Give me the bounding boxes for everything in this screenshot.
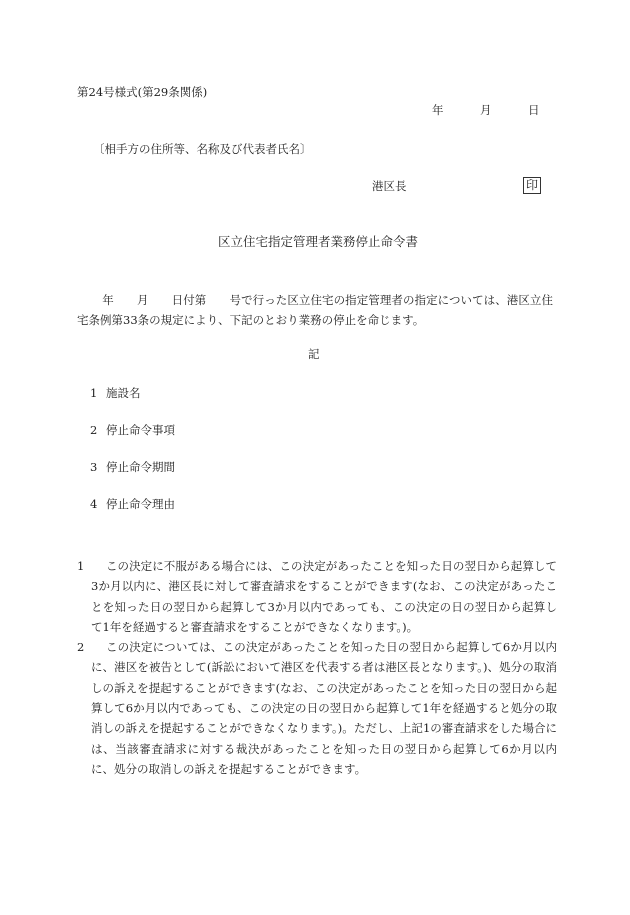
- body-paragraph: 年 月 日付第 号で行った区立住宅の指定管理者の指定については、港区立住宅条例第33条の規定により、下記のとおり業務の停止を命じます。: [77, 293, 553, 327]
- date-month-label: 月: [480, 103, 492, 117]
- list-item: [90, 494, 175, 531]
- list-item: [90, 383, 175, 420]
- note-text: この決定については、この決定があったことを知った日の翌日から起算して6か月以内に、港区を被告として(訴訟において港区を代表する者は港区長となります。)、処分の取消しの訴えを提起することができます(なお、この決定があったことを知った日の翌日から起算して6か月以内であっても、この決定の日の翌日から起算して1年を経過すると処分の取消しの訴えを提起することができなくなります。)。ただし、上記1の審査請求をした場合には、当該審査請求に対する裁決があったことを知った日の翌日から起算して6か月以内に、処分の取消しの訴えを提起することができます。: [91, 640, 557, 776]
- item-number: 3: [90, 460, 98, 474]
- note-number: 2: [77, 640, 85, 655]
- date-year-label: 年: [432, 103, 444, 117]
- note-number: 1: [77, 559, 85, 573]
- item-label: 停止命令事項: [106, 423, 175, 437]
- date-day-label: 日: [528, 103, 540, 117]
- notes-list: [77, 556, 557, 779]
- item-label: 停止命令期間: [106, 460, 175, 474]
- note-item: [77, 556, 557, 637]
- item-number: 1: [90, 386, 98, 400]
- list-item: [90, 457, 175, 494]
- ki-label: 記: [308, 347, 320, 361]
- addressee-placeholder: 〔相手方の住所等、名称及び代表者氏名〕: [93, 142, 312, 156]
- item-label: 停止命令理由: [106, 497, 175, 511]
- item-list: [90, 383, 175, 531]
- issuer-title: 港区長: [372, 179, 407, 193]
- item-number: 4: [90, 497, 98, 511]
- seal-mark: 印: [523, 177, 541, 194]
- document-title: 区立住宅指定管理者業務停止命令書: [218, 234, 419, 249]
- item-label: 施設名: [106, 386, 141, 400]
- list-item: [90, 420, 175, 457]
- note-text: この決定に不服がある場合には、この決定があったことを知った日の翌日から起算して3か月以内に、港区長に対して審査請求をすることができます(なお、この決定があったことを知った日の翌日から起算して3か月以内であっても、この決定の日の翌日から起算して1年を経過すると審査請求をすることができなくなります。)。: [91, 559, 557, 634]
- item-number: 2: [90, 423, 98, 437]
- form-label: 第24号様式(第29条関係): [77, 85, 208, 99]
- note-item: [77, 637, 557, 779]
